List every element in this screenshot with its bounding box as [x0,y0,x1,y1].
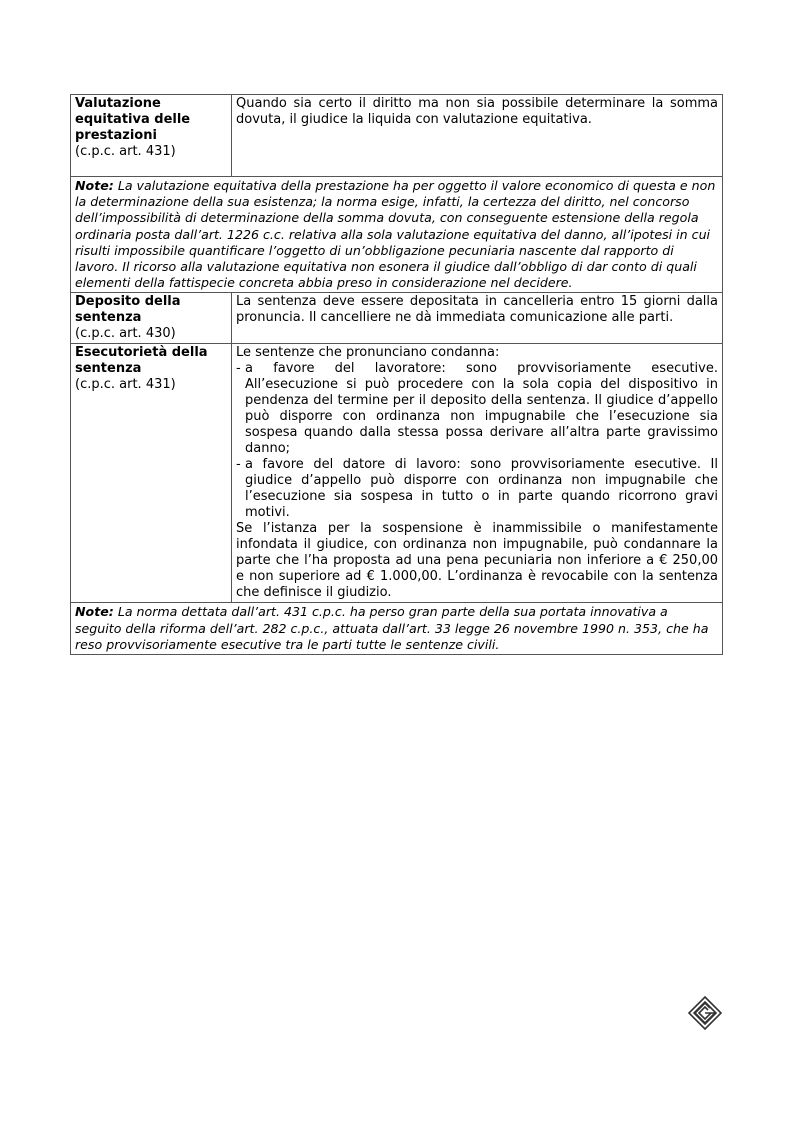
note-row [71,177,723,293]
row-content [232,344,723,603]
row-outro: Se l’istanza per la sospensione è inammissibile o manifestamente infondata il giudice, con ordinanza non impugnabile, può condannare la parte che l’ha proposta ad una pena pecuniaria non inferiore a € 250,00 e non superiore ad € 1.000,00. L’ordinanza è revocabile con la sentenza che definisce il giudizio. [236,521,718,601]
row-heading [71,95,232,177]
row-title: Esecutorietà della sentenza [75,345,208,377]
table-row [71,95,723,177]
note-label: Note: [75,604,114,620]
note-label: Note: [75,178,114,193]
list-item: - a favore del datore di lavoro: sono provvisoriamente esecutive. Il giudice d’appello può disporre con ordinanza non impugnabile che l’esecuzione sia sospesa in tutto o in parte quando ricorrono gravi motivi. [236,457,718,521]
row-title: Valutazione equitativa delle prestazioni [75,96,191,143]
row-text: La sentenza deve essere depositata in cancelleria entro 15 giorni dalla pronuncia. Il cancelliere ne dà immediata comunicazione alle parti. [236,294,718,326]
table-row [71,344,723,603]
dash-list [236,361,718,521]
list-item: - a favore del lavoratore: sono provvisoriamente esecutive. All’esecuzione si può procedere con la sola copia del dispositivo in pendenza del termine per il deposito della sentenza. Il giudice d’appello può disporre con ordinanza non impugnabile che l’esecuzione sia sospesa quando dalla stessa possa derivare all’altra parte gravissimo danno; [236,361,718,457]
row-title: Deposito della sentenza [75,294,181,326]
row-reference: (c.p.c. art. 430) [75,326,176,342]
note-text: La norma dettata dall’art. 431 c.p.c. ha perso gran parte della sua portata innovativa a seguito della riforma dell’art. 282 c.p.c., attuata dall’art. 33 legge 26 novembre 1990 n. 353, che ha reso provvisoriamente esecutive tra le parti tutte le sentenze civili. [75,604,709,652]
row-content [232,95,723,177]
table-row [71,293,723,344]
note-row [71,603,723,655]
note-cell [71,177,723,293]
row-reference: (c.p.c. art. 431) [75,144,176,159]
note-cell [71,603,723,655]
legal-summary-table [70,94,723,655]
row-reference: (c.p.c. art. 431) [75,377,176,393]
row-heading [71,344,232,603]
diamond-g-logo-icon [688,996,722,1030]
row-content [232,293,723,344]
row-heading [71,293,232,344]
row-text: Quando sia certo il diritto ma non sia possibile determinare la somma dovuta, il giudice la liquida con valutazione equitativa. [236,96,718,127]
note-text: La valutazione equitativa della prestazione ha per oggetto il valore economico di questa e non la determinazione della sua esistenza; la norma esige, infatti, la certezza del diritto, nel concorso dell’impossibilità di determinazione della somma dovuta, con conseguente estensione della regola ordinaria posta dall’art. 1226 c.c. relativa alla sola valutazione equitativa del danno, all’ipotesi in cui risulti impossibile quantificare l’oggetto di un’obbligazione pecuniaria nascente dal rapporto di lavoro. Il ricorso alla valutazione equitativa non esonera il giudice dall’obbligo di dar conto di quali elementi della fattispecie concreta abbia preso in considerazione nel decidere. [75,178,716,291]
row-intro: Le sentenze che pronunciano condanna: [236,345,500,361]
